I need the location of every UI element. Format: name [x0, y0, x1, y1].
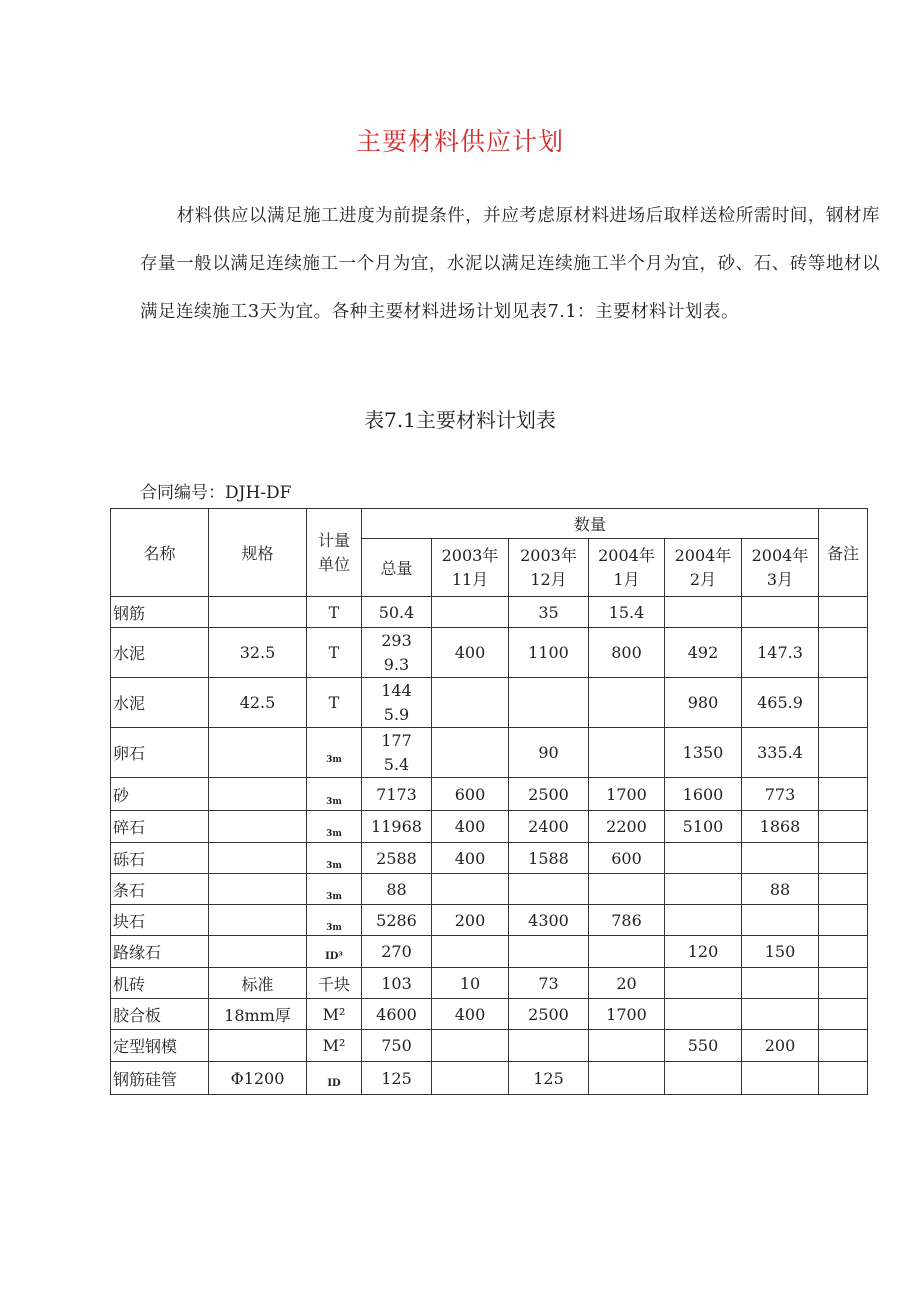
- cell-m2: [509, 936, 589, 968]
- cell-name: 胶合板: [111, 999, 209, 1030]
- cell-spec: [209, 905, 307, 936]
- cell-m3: 786: [589, 905, 665, 936]
- cell-total: [362, 628, 432, 678]
- cell-m1: [432, 597, 509, 628]
- cell-spec: [209, 728, 307, 778]
- cell-m3: 800: [589, 628, 665, 678]
- cell-m5: [742, 999, 819, 1030]
- cell-m5: 335.4: [742, 728, 819, 778]
- cell-name: 定型钢模: [111, 1030, 209, 1062]
- cell-unit: [307, 874, 362, 905]
- cell-m3: [589, 936, 665, 968]
- table-row: [111, 811, 868, 843]
- header-month-label: 2004年3月: [751, 545, 809, 589]
- cell-unit: [307, 778, 362, 811]
- cell-unit-value: 3m: [326, 755, 342, 765]
- cell-total: 125: [362, 1062, 432, 1095]
- cell-name: 碎石: [111, 811, 209, 843]
- cell-total: 4600: [362, 999, 432, 1030]
- cell-m1: [432, 936, 509, 968]
- cell-remark: [819, 999, 868, 1030]
- cell-unit: T: [307, 628, 362, 678]
- cell-spec: 18mm厚: [209, 999, 307, 1030]
- cell-m5: [742, 597, 819, 628]
- cell-m5: 465.9: [742, 678, 819, 728]
- cell-m2: 90: [509, 728, 589, 778]
- cell-m1: 600: [432, 778, 509, 811]
- cell-unit: T: [307, 678, 362, 728]
- material-plan-table: [110, 508, 868, 1095]
- cell-m3: 600: [589, 843, 665, 874]
- cell-m4: [665, 1062, 742, 1095]
- cell-m1: 400: [432, 628, 509, 678]
- cell-name: 条石: [111, 874, 209, 905]
- cell-m1: 10: [432, 968, 509, 999]
- cell-m3: 1700: [589, 778, 665, 811]
- cell-remark: [819, 1030, 868, 1062]
- cell-m5: [742, 1062, 819, 1095]
- cell-total-value: 1445.9: [381, 680, 412, 724]
- cell-spec: [209, 1030, 307, 1062]
- cell-spec: [209, 843, 307, 874]
- cell-m4: 120: [665, 936, 742, 968]
- cell-spec: [209, 811, 307, 843]
- cell-unit: [307, 936, 362, 968]
- cell-total: 270: [362, 936, 432, 968]
- header-quantity: 数量: [362, 509, 819, 539]
- cell-m4: [665, 874, 742, 905]
- intro-paragraph: 材料供应以满足施工进度为前提条件，并应考虑原材料进场后取样送检所需时间，钢材库存量一般以满足连续施工一个月为宜，水泥以满足连续施工半个月为宜，砂、石、砖等地材以满足连续施工3天为宜。各种主要材料进场计划见表7.1：主要材料计划表。: [140, 206, 880, 322]
- cell-unit-value: 3m: [326, 829, 342, 839]
- cell-remark: [819, 874, 868, 905]
- cell-name: 路缘石: [111, 936, 209, 968]
- cell-spec: Φ1200: [209, 1062, 307, 1095]
- cell-m4: [665, 999, 742, 1030]
- cell-remark: [819, 968, 868, 999]
- cell-m2: 73: [509, 968, 589, 999]
- cell-total: 103: [362, 968, 432, 999]
- cell-m5: 88: [742, 874, 819, 905]
- cell-m5: [742, 968, 819, 999]
- table-row: [111, 597, 868, 628]
- cell-m4: 980: [665, 678, 742, 728]
- cell-name: 块石: [111, 905, 209, 936]
- cell-remark: [819, 811, 868, 843]
- table-row: [111, 843, 868, 874]
- cell-total: 50.4: [362, 597, 432, 628]
- cell-unit: 千块: [307, 968, 362, 999]
- cell-m3: 1700: [589, 999, 665, 1030]
- cell-m3: 15.4: [589, 597, 665, 628]
- cell-m3: [589, 728, 665, 778]
- header-unit: [307, 509, 362, 597]
- header-month: [665, 539, 742, 597]
- table-row: [111, 1030, 868, 1062]
- header-month: [509, 539, 589, 597]
- cell-m1: [432, 728, 509, 778]
- header-month-label: 2003年11月: [441, 545, 499, 589]
- cell-remark: [819, 728, 868, 778]
- cell-m5: 150: [742, 936, 819, 968]
- cell-total: [362, 678, 432, 728]
- cell-m1: [432, 1062, 509, 1095]
- cell-remark: [819, 778, 868, 811]
- cell-total: 750: [362, 1030, 432, 1062]
- cell-name: 卵石: [111, 728, 209, 778]
- cell-total: 5286: [362, 905, 432, 936]
- cell-unit-value: 3m: [326, 860, 342, 871]
- cell-m4: 5100: [665, 811, 742, 843]
- cell-m5: [742, 905, 819, 936]
- cell-remark: [819, 1062, 868, 1095]
- cell-spec: 标准: [209, 968, 307, 999]
- table-row: [111, 678, 868, 728]
- cell-name: 砾石: [111, 843, 209, 874]
- header-month: [589, 539, 665, 597]
- header-remark: 备注: [819, 509, 868, 597]
- cell-m1: 400: [432, 999, 509, 1030]
- cell-m5: 1868: [742, 811, 819, 843]
- table-caption: 表7.1主要材料计划表: [364, 408, 556, 432]
- cell-m2: 2500: [509, 999, 589, 1030]
- cell-unit: [307, 843, 362, 874]
- cell-remark: [819, 678, 868, 728]
- cell-m3: 2200: [589, 811, 665, 843]
- cell-spec: 42.5: [209, 678, 307, 728]
- cell-unit-value: 3m: [326, 922, 342, 933]
- header-month-label: 2004年1月: [598, 545, 655, 589]
- cell-unit: [307, 905, 362, 936]
- cell-spec: [209, 874, 307, 905]
- cell-spec: 32.5: [209, 628, 307, 678]
- cell-unit: [307, 1062, 362, 1095]
- cell-m1: [432, 1030, 509, 1062]
- cell-remark: [819, 597, 868, 628]
- cell-m4: [665, 905, 742, 936]
- cell-spec: [209, 778, 307, 811]
- document-title: 主要材料供应计划: [355, 127, 564, 156]
- cell-m4: 550: [665, 1030, 742, 1062]
- header-spec: 规格: [209, 509, 307, 597]
- cell-m4: 492: [665, 628, 742, 678]
- cell-m2: [509, 678, 589, 728]
- cell-m3: [589, 678, 665, 728]
- cell-name: 钢筋: [111, 597, 209, 628]
- cell-m4: [665, 843, 742, 874]
- header-unit-label: 计量单位: [317, 530, 350, 574]
- cell-m4: 1600: [665, 778, 742, 811]
- cell-total: [362, 728, 432, 778]
- cell-unit-value: 3m: [326, 796, 342, 807]
- cell-m4: 1350: [665, 728, 742, 778]
- cell-m3: [589, 1030, 665, 1062]
- cell-unit: [307, 811, 362, 843]
- cell-m2: [509, 874, 589, 905]
- cell-total: 11968: [362, 811, 432, 843]
- cell-m1: 400: [432, 811, 509, 843]
- cell-spec: [209, 597, 307, 628]
- cell-unit-value: ID: [327, 1077, 341, 1089]
- cell-spec: [209, 936, 307, 968]
- cell-m2: 1100: [509, 628, 589, 678]
- table-row: [111, 628, 868, 678]
- cell-unit-value: ID³: [325, 951, 343, 962]
- cell-total: 2588: [362, 843, 432, 874]
- table-row: [111, 936, 868, 968]
- table-row: [111, 999, 868, 1030]
- cell-m2: 1588: [509, 843, 589, 874]
- cell-unit: T: [307, 597, 362, 628]
- cell-total: 88: [362, 874, 432, 905]
- cell-unit-value: 3m: [326, 891, 342, 902]
- cell-m1: 200: [432, 905, 509, 936]
- cell-unit: M²: [307, 1030, 362, 1062]
- cell-name: 水泥: [111, 678, 209, 728]
- cell-m5: 200: [742, 1030, 819, 1062]
- cell-m2: 4300: [509, 905, 589, 936]
- cell-name: 砂: [111, 778, 209, 811]
- header-total: 总量: [362, 539, 432, 597]
- cell-name: 机砖: [111, 968, 209, 999]
- cell-m2: [509, 1030, 589, 1062]
- contract-number: 合同编号：DJH-DF: [140, 483, 292, 503]
- cell-m2: 2400: [509, 811, 589, 843]
- cell-m2: 35: [509, 597, 589, 628]
- table-row: [111, 728, 868, 778]
- cell-m4: [665, 968, 742, 999]
- cell-unit: M²: [307, 999, 362, 1030]
- table-row: [111, 778, 868, 811]
- table-row: [111, 874, 868, 905]
- cell-m1: [432, 874, 509, 905]
- cell-remark: [819, 628, 868, 678]
- cell-m3: 20: [589, 968, 665, 999]
- table-row: [111, 968, 868, 999]
- cell-m3: [589, 874, 665, 905]
- cell-remark: [819, 936, 868, 968]
- cell-total-value: 2939.3: [381, 630, 412, 674]
- table-row: [111, 1062, 868, 1095]
- cell-m3: [589, 1062, 665, 1095]
- cell-m5: 773: [742, 778, 819, 811]
- table-row: [111, 905, 868, 936]
- cell-unit: [307, 728, 362, 778]
- header-name: 名称: [111, 509, 209, 597]
- cell-m1: [432, 678, 509, 728]
- cell-m2: 2500: [509, 778, 589, 811]
- cell-total: 7173: [362, 778, 432, 811]
- cell-name: 水泥: [111, 628, 209, 678]
- cell-m4: [665, 597, 742, 628]
- cell-m5: 147.3: [742, 628, 819, 678]
- header-month-label: 2003年12月: [520, 545, 577, 589]
- cell-m1: 400: [432, 843, 509, 874]
- cell-m5: [742, 843, 819, 874]
- cell-remark: [819, 843, 868, 874]
- header-month-label: 2004年2月: [674, 545, 732, 589]
- cell-remark: [819, 905, 868, 936]
- header-month: [432, 539, 509, 597]
- header-month: [742, 539, 819, 597]
- cell-total-value: 1775.4: [381, 730, 412, 774]
- cell-name: 钢筋硅管: [111, 1062, 209, 1095]
- cell-m2: 125: [509, 1062, 589, 1095]
